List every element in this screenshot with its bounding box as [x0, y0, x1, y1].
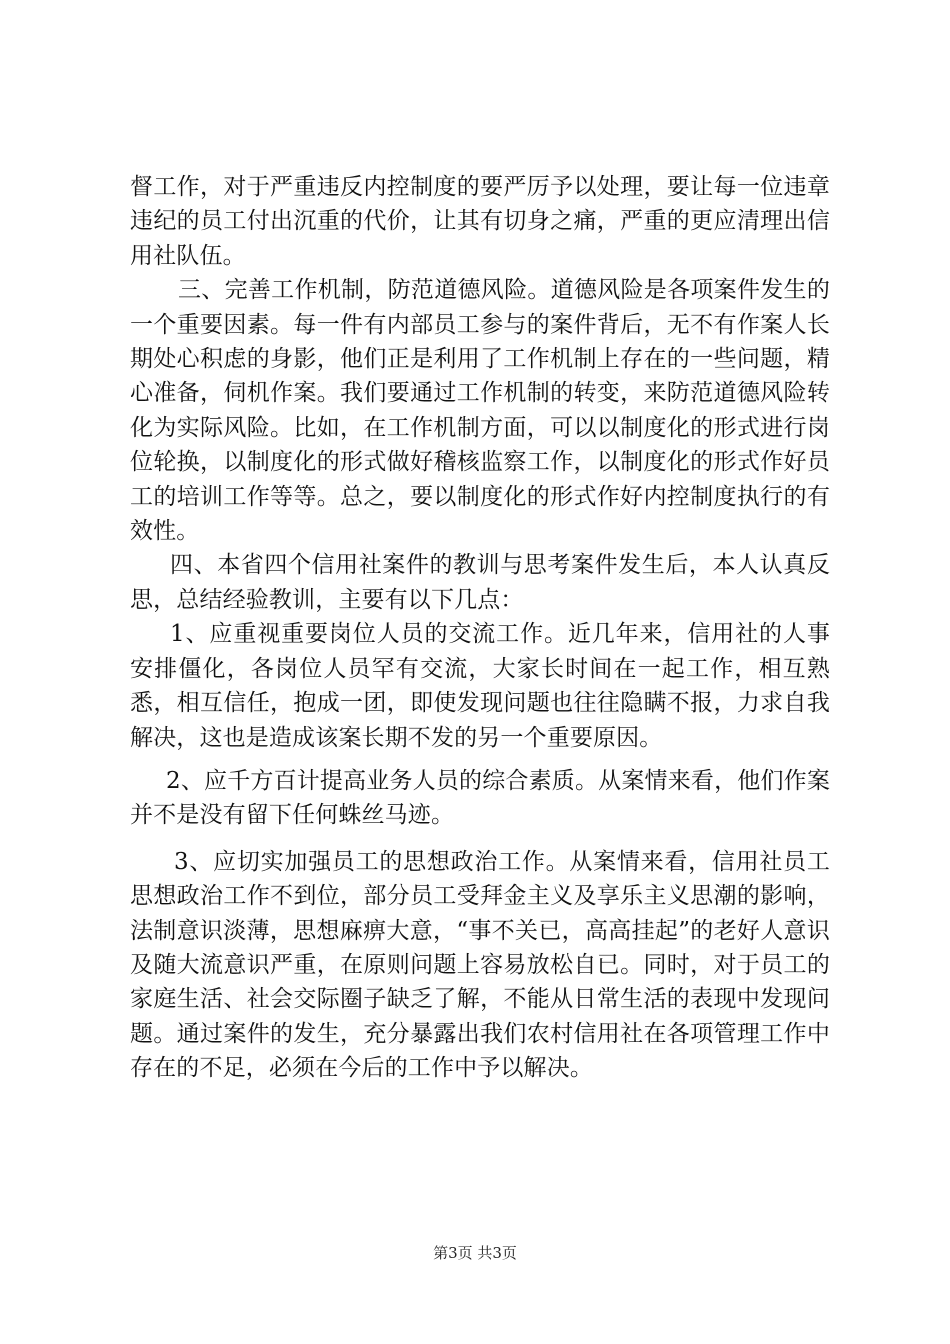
- paragraph-continuation: 督工作，对于严重违反内控制度的要严厉予以处理，要让每一位违章违纪的员工付出沉重的代价，让其有切身之痛，严重的更应清理出信用社队伍。: [130, 174, 830, 269]
- document-body: [130, 170, 830, 1086]
- paragraph-point-two: 2、应千方百计提高业务人员的综合素质。从案情来看，他们作案并不是没有留下任何蛛丝马迹。: [130, 767, 830, 829]
- paragraph-point-three: 3、应切实加强员工的思想政治工作。从案情来看，信用社员工思想政治工作不到位，部分员工受拜金主义及享乐主义思潮的影响，法制意识淡薄，思想麻痹大意，“事不关已，高高挂起”的老好人意识及随大流意识严重，在原则问题上容易放松自已。同时，对于员工的家庭生活、社会交际圈子缺乏了解，不能从日常生活的表现中发现问题。通过案件的发生，充分暴露出我们农村信用社在各项管理工作中存在的不足，必须在今后的工作中予以解决。: [130, 848, 830, 1082]
- paragraph-section-four: 四、本省四个信用社案件的教训与思考案件发生后，本人认真反思，总结经验教训，主要有以下几点：: [130, 552, 830, 613]
- page-footer: 第3页 共3页: [433, 1244, 517, 1262]
- paragraph-point-one: 1、应重视重要岗位人员的交流工作。近几年来，信用社的人事安排僵化，各岗位人员罕有交流，大家长时间在一起工作，相互熟悉，相互信任，抱成一团，即使发现问题也往往隐瞒不报，力求自我解决，这也是造成该案长期不发的另一个重要原因。: [130, 621, 830, 751]
- paragraph-section-three: 三、完善工作机制，防范道德风险。道德风险是各项案件发生的一个重要因素。每一件有内部员工参与的案件背后，无不有作案人长期处心积虑的身影，他们正是利用了工作机制上存在的一些问题，精心准备，伺机作案。我们要通过工作机制的转变，来防范道德风险转化为实际风险。比如，在工作机制方面，可以以制度化的形式进行岗位轮换，以制度化的形式做好稽核监察工作，以制度化的形式作好员工的培训工作等等。总之，要以制度化的形式作好内控制度执行的有效性。: [130, 277, 830, 545]
